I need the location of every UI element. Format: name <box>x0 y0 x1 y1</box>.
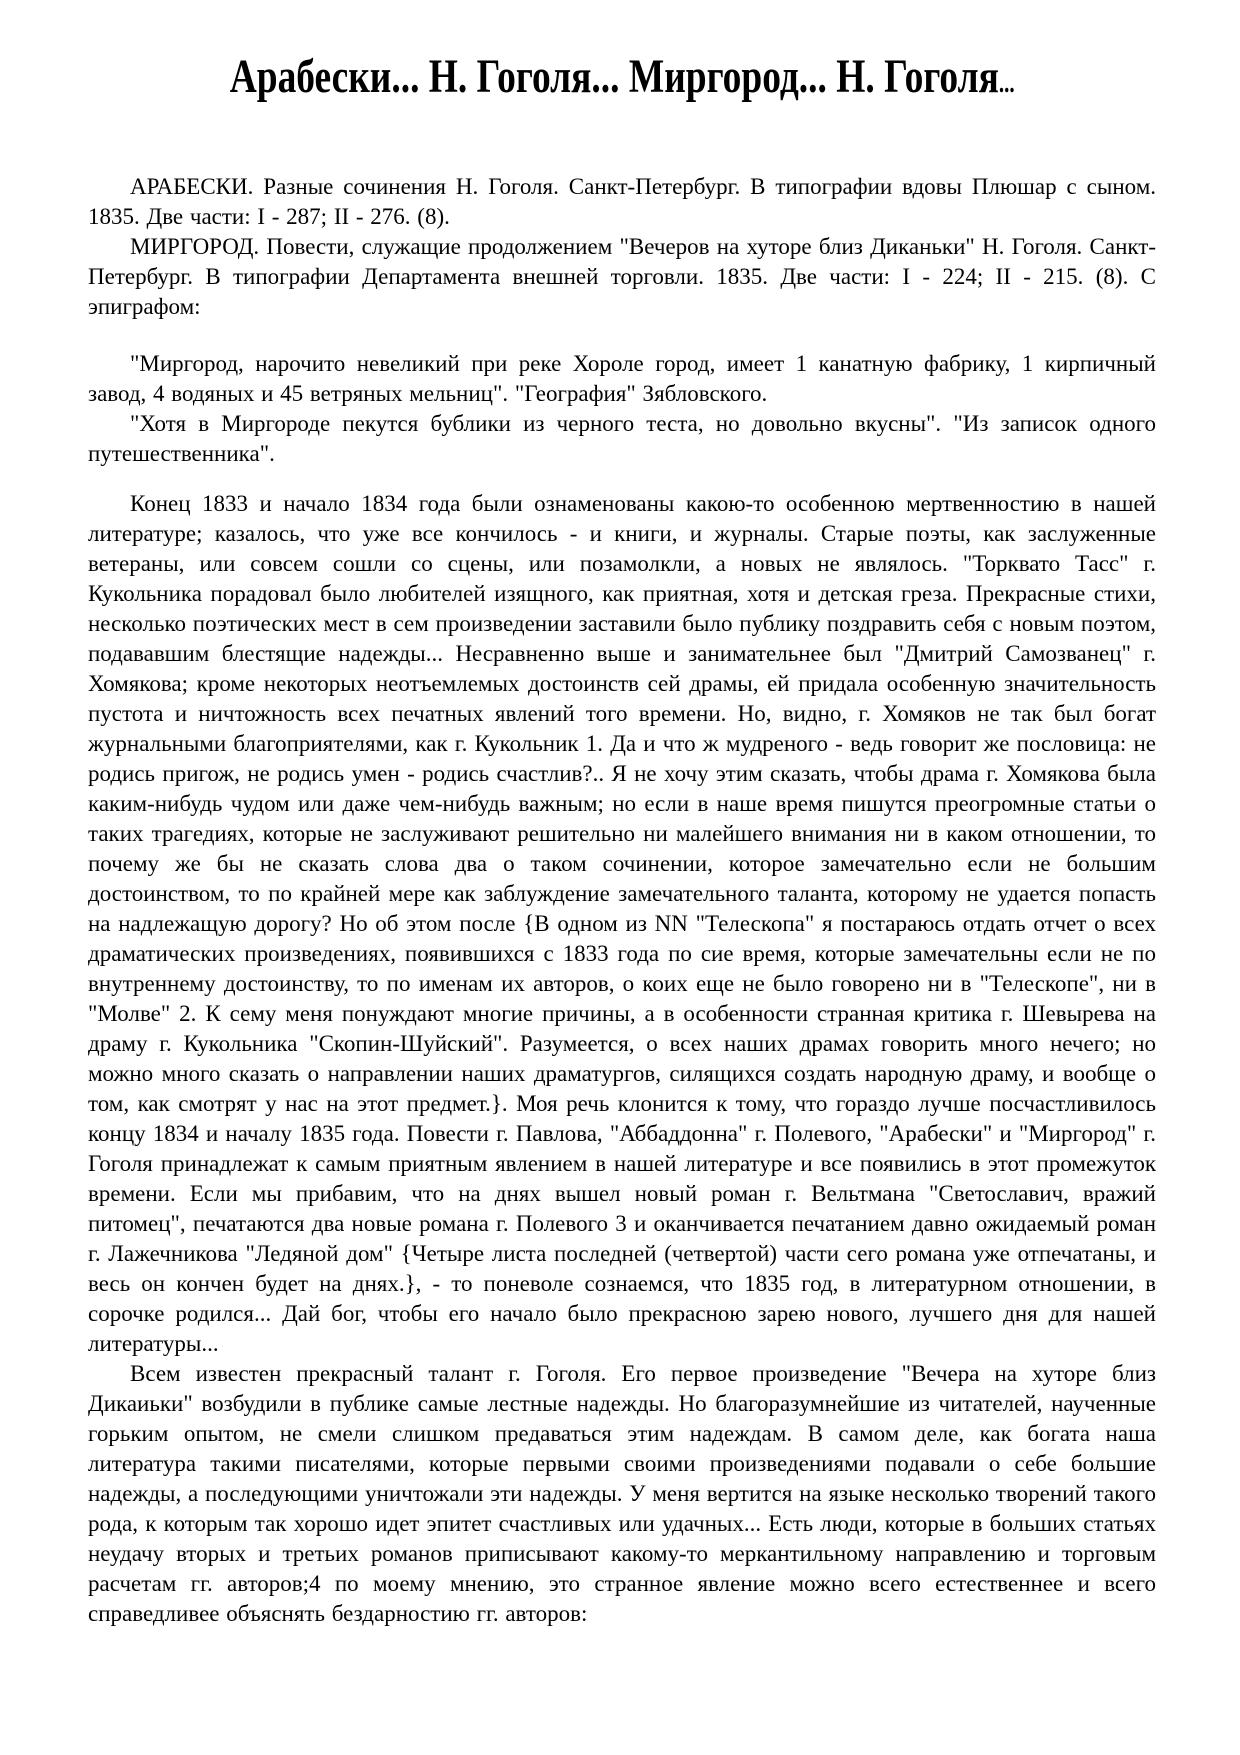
body-paragraph-gogol-talent: Всем известен прекрасный талант г. Гоголя. Его первое произведение "Вечера на хуторе близ Дикаиьки" возбудили в публике самые лестные надежды. Но благоразумнейшие из читателей, наученные горьким опытом, не смели слишком предаваться этим надеждам. В самом деле, как богата наша литература такими писателями, которые первыми своими произведениями подавали о себе большие надежды, а последующими уничтожали эти надежды. У меня вертится на языке несколько творений такого рода, к которым так хорошо идет эпитет счастливых или удачных... Есть люди, которые в больших статьях неудачу вторых и третьих романов приписывают какому-то меркантильному направлению и торговым расчетам гг. авторов;4 по моему мнению, это странное явление можно всего естественнее и всего справедливее объяснять бездарностию гг. авторов: <box>88 1361 1156 1626</box>
body-paragraph-main: Конец 1833 и начало 1834 года были ознаменованы какою-то особенною мертвенностию в нашей литературе; казалось, что уже все кончилось - и книги, и журналы. Старые поэты, как заслуженные ветераны, или совсем сошли со сцены, или позамолкли, а новых не являлось. "Торквато Тасс" г. Кукольника порадовал было любителей изящного, как приятная, хотя и детская греза. Прекрасные стихи, несколько поэтических мест в сем произведении заставили было публику поздравить себя с новым поэтом, подававшим блестящие надежды... Несравненно выше и занимательнее был "Дмитрий Самозванец" г. Хомякова; кроме некоторых неотъемлемых достоинств сей драмы, ей придала особенную значительность пустота и ничтожность всех печатных явлений того времени. Но, видно, г. Хомяков не так был богат журнальными благоприятелями, как г. Кукольник 1. Да и что ж мудреного - ведь говорит же пословица: не родись пригож, не родись умен - родись счастлив?.. Я не хочу этим сказать, чтобы драма г. Хомякова была каким-нибудь чудом или даже чем-нибудь важным; но если в наше время пишутся преогромные статьи о таких трагедиях, которые не заслуживают решительно ни малейшего внимания ни в каком отношении, то почему же бы не сказать слова два о таком сочинении, которое замечательно если не большим достоинством, то по крайней мере как заблуждение замечательного таланта, которому не удается попасть на надлежащую дорогу? Но об этом после {В одном из NN "Телескопа" я постараюсь отдать отчет о всех драматических произведениях, появившихся с 1833 года по сие время, которые замечательны если не по внутреннему достоинству, то по именам их авторов, о коих еще не было говорено ни в "Телескопе", ни в "Молве" 2. К сему меня понуждают многие причины, а в особенности странная критика г. Шевырева на драму г. Кукольника "Скопин-Шуйский". Разумеется, о всех наших драмах говорить много нечего; но можно много сказать о направлении наших драматургов, силящихся создать народную драму, и вообще о том, как смотрят у нас на этот предмет.}. Моя речь клонится к тому, что гораздо лучше посчастливилось концу 1834 и началу 1835 года. Повести г. Павлова, "Аббаддонна" г. Полевого, "Арабески" и "Миргород" г. Гоголя принадлежат к самым приятным явлением в нашей литературе и все появились в этот промежуток времени. Если мы прибавим, что на днях вышел новый роман г. Вельтмана "Светославич, вражий питомец", печатаются два новые романа г. Полевого 3 и оканчивается печатанием давно ожидаемый роман г. Лажечникова "Ледяной дом" {Четыре листа последней (четвертой) части сего романа уже отпечатаны, и весь он кончен будет на днях.}, - то поневоле сознаемся, что 1835 год, в литературном отношении, в сорочке родился... Дай бог, чтобы его начало было прекрасною зарею нового, лучшего дня для нашей литературы... <box>88 491 1156 1356</box>
title-main: Арабески... Н. Гоголя... Миргород... Н. Гоголя <box>229 50 999 103</box>
epigraph-traveler-notes: "Хотя в Миргороде пекутся бублики из черного теста, но довольно вкусны". "Из записок одного путешественника". <box>88 411 1156 466</box>
bibliographic-entry-arabeski: АРАБЕСКИ. Разные сочинения Н. Гоголя. Санкт-Петербург. В типографии вдовы Плюшар с сыном. 1835. Две части: I - 287; II - 276. (8). <box>88 174 1156 229</box>
epigraph-geography: "Миргород, нарочито невеликий при реке Хороле город, имеет 1 канатную фабрику, 1 кирпичный завод, 4 водяных и 45 ветряных мельниц". "География" Зябловского. <box>88 351 1156 406</box>
title-trailing-dots: ... <box>998 68 1015 98</box>
page-title-text <box>229 50 1014 110</box>
page-title <box>88 50 1156 110</box>
bibliographic-entry-mirgorod: МИРГОРОД. Повести, служащие продолжением "Вечеров на хуторе близ Диканьки" Н. Гоголя. Санкт-Петербург. В типографии Департамента внешней торговли. 1835. Две части: I - 224; II - 215. (8). С эпиграфом: <box>88 234 1156 319</box>
